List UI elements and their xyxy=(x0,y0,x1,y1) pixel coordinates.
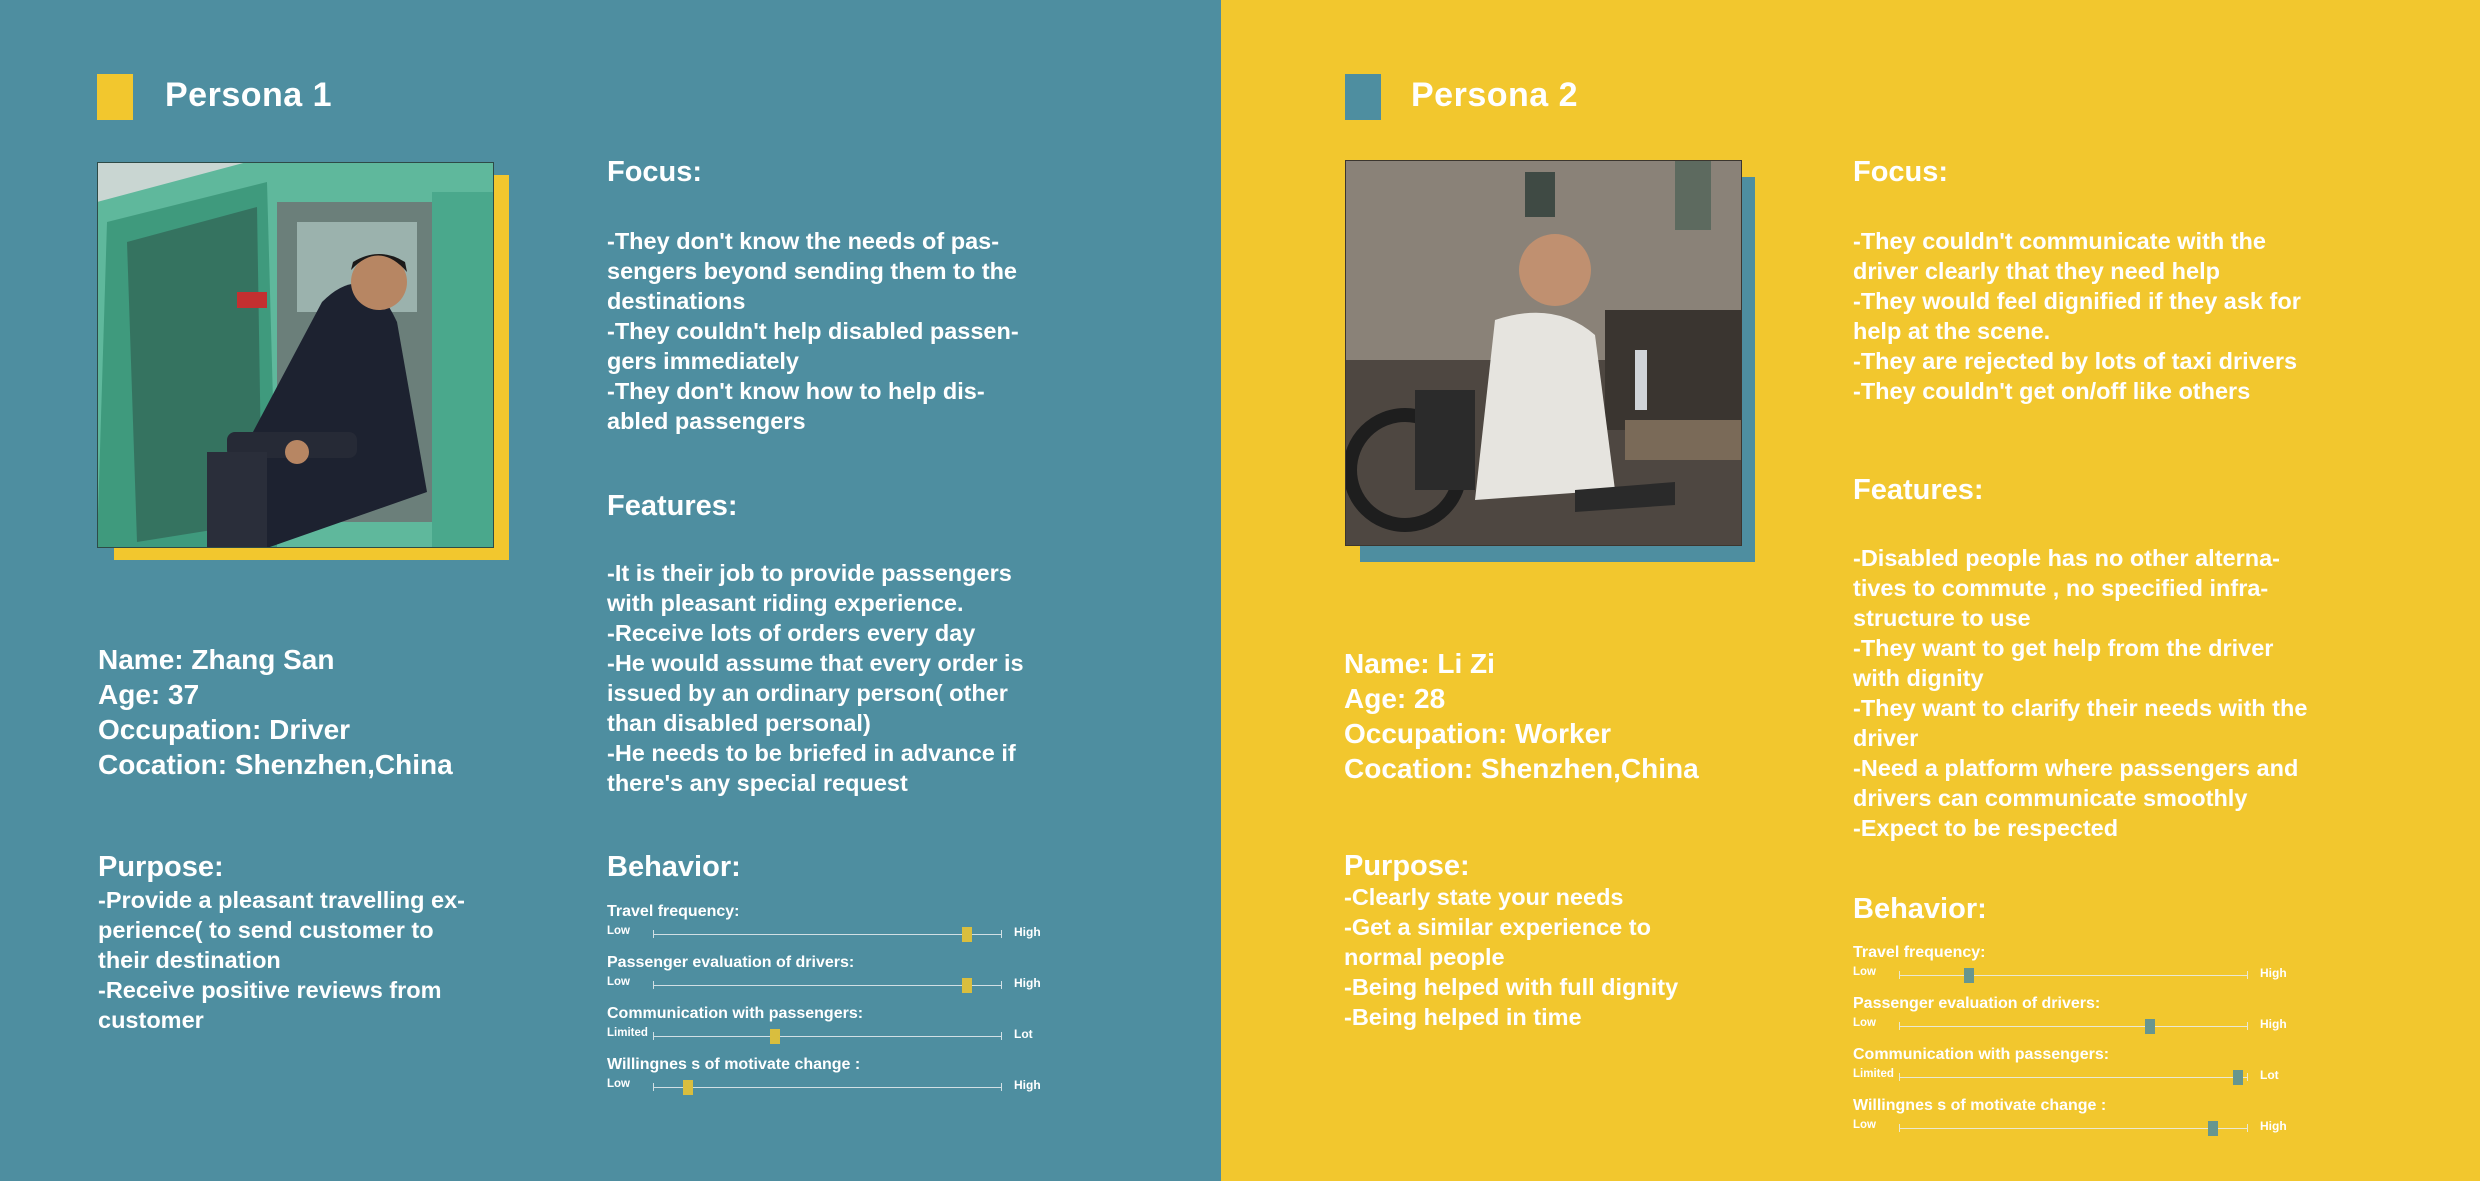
scale-min-label: Low xyxy=(607,925,630,937)
behavior-scale xyxy=(1853,1097,2323,1148)
behavior-scale xyxy=(607,903,1077,954)
features-line: -Expect to be respected xyxy=(1853,815,2119,841)
features-line: -Need a platform where passengers and xyxy=(1853,755,2299,781)
scale-min-label: Low xyxy=(607,1078,630,1090)
focus-heading: Focus: xyxy=(1853,156,1949,188)
age-line: Age: 37 xyxy=(98,679,200,710)
scale-max-label: Lot xyxy=(1014,1027,1033,1041)
purpose-line: their destination xyxy=(98,947,281,973)
persona-title: Persona 2 xyxy=(1411,76,1579,114)
focus-line: sengers beyond sending them to the xyxy=(607,258,1017,284)
focus-line: destinations xyxy=(607,288,746,314)
focus-heading: Focus: xyxy=(607,156,703,188)
scale-marker xyxy=(962,978,972,993)
persona-title: Persona 1 xyxy=(165,76,333,114)
purpose-line: perience( to send customer to xyxy=(98,917,434,943)
scale-marker xyxy=(2233,1070,2243,1085)
scale-max-label: Lot xyxy=(2260,1068,2279,1082)
persona-info xyxy=(1344,646,1699,786)
scale-label: Passenger evaluation of drivers: xyxy=(1853,995,2101,1012)
features-line: structure to use xyxy=(1853,605,2031,631)
scale-marker xyxy=(2208,1121,2218,1136)
scale-track xyxy=(1899,1026,2248,1027)
scale-max-label: High xyxy=(2260,1119,2287,1133)
focus-line: -They couldn't get on/off like others xyxy=(1853,378,2251,404)
persona-1-panel xyxy=(0,0,1221,1181)
focus-line: help at the scene. xyxy=(1853,318,2051,344)
purpose-heading: Purpose: xyxy=(1344,850,1470,882)
occupation-line: Occupation: Worker xyxy=(1344,718,1612,749)
features-line: driver xyxy=(1853,725,1919,751)
purpose-line: -Clearly state your needs xyxy=(1344,884,1624,910)
scale-label: Travel frequency: xyxy=(1853,944,1986,961)
features-line: -They want to get help from the driver xyxy=(1853,635,2274,661)
features-line: -He would assume that every order is xyxy=(607,650,1024,676)
features-line: -It is their job to provide passengers xyxy=(607,560,1012,586)
purpose-line: -Get a similar experience to xyxy=(1344,914,1651,940)
features-line: there's any special request xyxy=(607,770,908,796)
scale-min-label: Low xyxy=(1853,1017,1876,1029)
features-line: issued by an ordinary person( other xyxy=(607,680,1008,706)
purpose-line: customer xyxy=(98,1007,204,1033)
focus-list xyxy=(1853,226,2301,406)
features-line: with pleasant riding experience. xyxy=(607,590,964,616)
focus-line: gers immediately xyxy=(607,348,800,374)
focus-line: -They don't know how to help dis- xyxy=(607,378,985,404)
scale-marker xyxy=(683,1080,693,1095)
purpose-line: -Being helped in time xyxy=(1344,1004,1582,1030)
features-heading: Features: xyxy=(1853,474,1984,506)
scale-label: Willingnes s of motivate change : xyxy=(1853,1097,2107,1114)
features-line: -Disabled people has no other alterna- xyxy=(1853,545,2280,571)
scale-track xyxy=(653,934,1002,935)
behavior-scale xyxy=(1853,1046,2323,1097)
scale-track xyxy=(1899,975,2248,976)
scale-min-label: Limited xyxy=(1853,1068,1894,1080)
behavior-heading: Behavior: xyxy=(1853,893,1987,925)
purpose-line: normal people xyxy=(1344,944,1505,970)
scale-marker xyxy=(962,927,972,942)
persona-info xyxy=(98,642,453,782)
features-list xyxy=(607,558,1024,798)
purpose-heading: Purpose: xyxy=(98,851,224,883)
scale-label: Willingnes s of motivate change : xyxy=(607,1056,861,1073)
scale-max-label: High xyxy=(1014,925,1041,939)
scale-min-label: Limited xyxy=(607,1027,648,1039)
scale-marker xyxy=(770,1029,780,1044)
behavior-scale xyxy=(1853,995,2323,1046)
behavior-scales xyxy=(1853,944,2323,1148)
scale-max-label: High xyxy=(1014,1078,1041,1092)
purpose-line: -Being helped with full dignity xyxy=(1344,974,1679,1000)
purpose-line: -Receive positive reviews from xyxy=(98,977,442,1003)
features-line: drivers can communicate smoothly xyxy=(1853,785,2248,811)
focus-line: -They are rejected by lots of taxi drivers xyxy=(1853,348,2298,374)
features-line: -He needs to be briefed in advance if xyxy=(607,740,1016,766)
focus-line: -They would feel dignified if they ask for xyxy=(1853,288,2301,314)
scale-marker xyxy=(2145,1019,2155,1034)
behavior-scale xyxy=(1853,944,2323,995)
age-line: Age: 28 xyxy=(1344,683,1446,714)
scale-min-label: Low xyxy=(607,976,630,988)
focus-line: -They couldn't communicate with the xyxy=(1853,228,2266,254)
behavior-scale xyxy=(607,1005,1077,1056)
purpose-list xyxy=(98,885,465,1035)
persona-2-panel xyxy=(1221,0,2480,1181)
behavior-heading: Behavior: xyxy=(607,851,741,883)
features-line: than disabled personal) xyxy=(607,710,871,736)
location-line: Cocation: Shenzhen,China xyxy=(98,749,453,780)
features-heading: Features: xyxy=(607,490,738,522)
focus-line: -They couldn't help disabled passen- xyxy=(607,318,1019,344)
scale-label: Passenger evaluation of drivers: xyxy=(607,954,855,971)
behavior-scales xyxy=(607,903,1077,1107)
scale-min-label: Low xyxy=(1853,1119,1876,1131)
scale-track xyxy=(653,1087,1002,1088)
location-line: Cocation: Shenzhen,China xyxy=(1344,753,1699,784)
behavior-scale xyxy=(607,1056,1077,1107)
name-line: Name: Zhang San xyxy=(98,644,335,675)
scale-marker xyxy=(1964,968,1974,983)
title-marker xyxy=(97,74,133,120)
features-line: with dignity xyxy=(1853,665,1984,691)
scale-max-label: High xyxy=(2260,1017,2287,1031)
focus-list xyxy=(607,226,1019,436)
title-marker xyxy=(1345,74,1381,120)
scale-max-label: High xyxy=(1014,976,1041,990)
scale-label: Travel frequency: xyxy=(607,903,740,920)
wheelchair-user-photo xyxy=(1345,160,1742,546)
features-line: tives to commute , no specified infra- xyxy=(1853,575,2269,601)
occupation-line: Occupation: Driver xyxy=(98,714,351,745)
name-line: Name: Li Zi xyxy=(1344,648,1495,679)
behavior-scale xyxy=(607,954,1077,1005)
scale-track xyxy=(1899,1128,2248,1129)
focus-line: -They don't know the needs of pas- xyxy=(607,228,1000,254)
scale-track xyxy=(653,1036,1002,1037)
focus-line: driver clearly that they need help xyxy=(1853,258,2220,284)
purpose-list xyxy=(1344,882,1678,1032)
scale-min-label: Low xyxy=(1853,966,1876,978)
scale-max-label: High xyxy=(2260,966,2287,980)
features-line: -Receive lots of orders every day xyxy=(607,620,976,646)
features-line: -They want to clarify their needs with the xyxy=(1853,695,2308,721)
scale-track xyxy=(653,985,1002,986)
purpose-line: -Provide a pleasant travelling ex- xyxy=(98,887,465,913)
scale-label: Communication with passengers: xyxy=(1853,1046,2110,1063)
scale-track xyxy=(1899,1077,2248,1078)
focus-line: abled passengers xyxy=(607,408,806,434)
features-list xyxy=(1853,543,2307,843)
taxi-driver-photo xyxy=(97,162,494,548)
scale-label: Communication with passengers: xyxy=(607,1005,864,1022)
